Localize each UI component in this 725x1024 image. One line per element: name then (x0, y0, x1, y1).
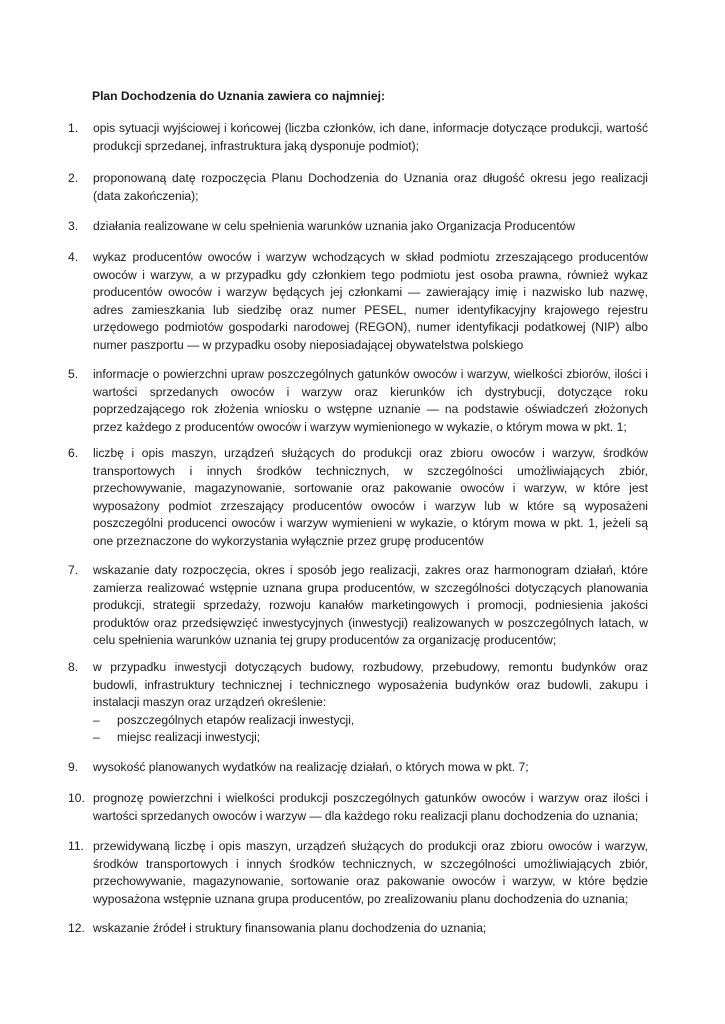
list-item (68, 170, 648, 205)
item-text: działania realizowane w celu spełnienia warunków uznania jako Organizacja Producentów (93, 219, 576, 233)
item-text: wykaz producentów owoców i warzyw wchodzących w skład podmiotu zrzeszającego producentów owoców i warzyw, a w przypadku gdy członkiem tego podmiotu jest osoba prawna, również wykaz producentów owoców i warzyw będących jej członkami — zawierający imię i nazwisko lub nazwę, adres zamieszkania lub siedzibę oraz numer PESEL, numer identyfikacyjny krajowego rejestru urzędowego podmiotów gospodarki narodowej (REGON), numer identyfikacji podatkowej (NIP) albo numer paszportu — w przypadku osoby nieposiadającej obywatelstwa polskiego (93, 250, 648, 352)
item-text: informacje o powierzchni upraw poszczególnych gatunków owoców i warzyw, wielkości zbiorów, ilości i wartości sprzedanych owoców i warzyw oraz kierunków ich dystrybucji, dotyczące roku poprzedzającego rok złożenia wniosku o wstępne uznanie — na podstawie oświadczeń złożonych przez każdego z producentów owoców i warzyw wymienionego w wykazie, o którym mowa w pkt. 1; (93, 367, 648, 434)
list-item (68, 445, 648, 551)
dash-bullet: – (93, 730, 100, 745)
list-item (68, 120, 648, 155)
list-item (68, 218, 648, 236)
item-text: wysokość planowanych wydatków na realizację działań, o których mowa w pkt. 7; (93, 760, 529, 774)
item-number: 1. (68, 121, 79, 135)
item-text: wskazanie daty rozpoczęcia, okres i sposób jego realizacji, zakres oraz harmonogram działań, które zamierza realizować wstępnie uznana grupa producentów, w szczególności dotyczących planowania produkcji, strategii sprzedaży, rozwoju kanałów marketingowych i promocji, podniesienia jakości produktów oraz przedsięwzięć inwestycyjnych (inwestycji) realizowanych w poszczególnych latach, w celu spełnienia warunków uznania tej grupy producentów za organizację producentów; (93, 563, 648, 648)
item-text: prognozę powierzchni i wielkości produkcji poszczególnych gatunków owoców i warzyw oraz ilości i wartości sprzedanych owoców i warzyw — dla każdego roku realizacji planu dochodzenia do uznania; (93, 791, 648, 823)
list-item (68, 659, 648, 747)
item-number: 3. (68, 219, 79, 233)
item-text: liczbę i opis maszyn, urządzeń służących do produkcji oraz zbioru owoców i warzyw, środków transportowych i innych środków technicznych, w szczególności umożliwiających zbiór, przechowywanie, magazynowanie, sortowanie oraz pakowanie owoców i warzyw, w które jest wyposażony podmiot zrzeszający producentów owoców i warzyw lub w które są wyposażeni poszczególni producenci owoców i warzyw wymienieni w wykazie, o którym mowa w pkt. 1, jeżeli są one przeznaczone do wykorzystania wyłącznie przez grupę producentów (93, 446, 648, 548)
item-number: 8. (68, 660, 79, 674)
item-text: przewidywaną liczbę i opis maszyn, urządzeń służących do produkcji oraz zbioru owoców i warzyw, środków transportowych i innych środków technicznych, w szczególności umożliwiających zbiór, przechowywanie, magazynowanie, sortowanie oraz pakowanie owoców i warzyw, w które będzie wyposażona wstępnie uznana grupa producentów, po zrealizowaniu planu dochodzenia do uznania; (93, 839, 648, 906)
item-text: wskazanie źródeł i struktury finansowania planu dochodzenia do uznania; (93, 921, 487, 935)
list-item (68, 838, 648, 908)
list-item (68, 759, 648, 777)
list-item (68, 562, 648, 650)
item-text: opis sytuacji wyjściowej i końcowej (liczba członków, ich dane, informacje dotyczące produkcji, wartość produkcji sprzedanej, infrastruktura jaką dysponuje podmiot); (93, 121, 648, 153)
item-number: 7. (68, 563, 79, 577)
item-text: w przypadku inwestycji dotyczących budowy, rozbudowy, przebudowy, remontu budynków oraz budowli, infrastruktury technicznej i technicznego wyposażenia budynków oraz budowli, zakupu i instalacji maszyn oraz urządzeń określenie: (93, 660, 648, 710)
item-number: 10. (68, 791, 85, 805)
item-number: 2. (68, 171, 79, 185)
item-number: 9. (68, 760, 79, 774)
item-number: 12. (68, 921, 85, 935)
page-title: Plan Dochodzenia do Uznania zawiera co najmniej: (92, 89, 385, 103)
item-number: 4. (68, 250, 79, 264)
sub-list-item (93, 712, 648, 730)
list-item (68, 920, 648, 938)
list-item (68, 366, 648, 436)
item-text: proponowaną datę rozpoczęcia Planu Dochodzenia do Uznania oraz długość okresu jego realizacji (data zakończenia); (93, 171, 648, 203)
sub-list-item (93, 729, 648, 747)
list-item (68, 790, 648, 825)
dash-bullet: – (93, 712, 100, 727)
sub-item-text: miejsc realizacji inwestycji; (117, 730, 261, 745)
item-number: 11. (68, 839, 84, 853)
item-number: 5. (68, 367, 79, 381)
sub-item-text: poszczególnych etapów realizacji inwestycji, (117, 712, 355, 727)
list-item (68, 249, 648, 355)
item-number: 6. (68, 446, 79, 460)
